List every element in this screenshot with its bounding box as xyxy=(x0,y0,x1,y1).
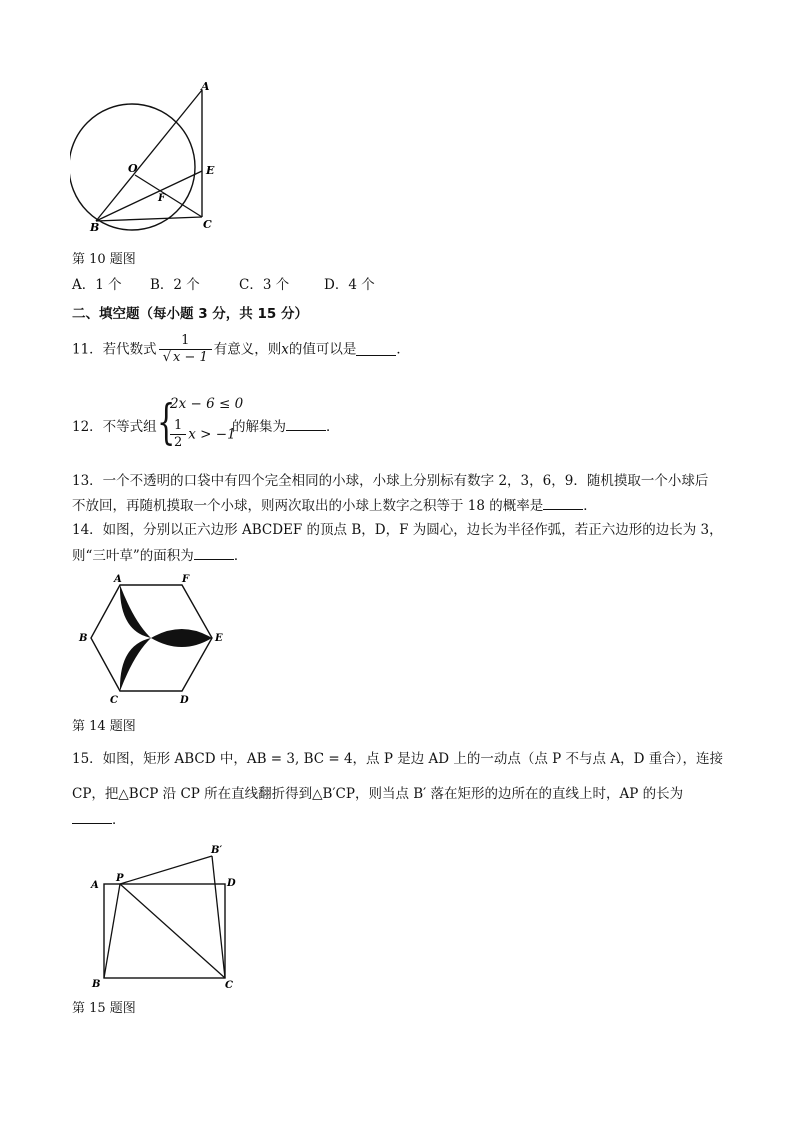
segment-pc xyxy=(120,884,225,978)
q12-line1: 2x − 6 ≤ 0 xyxy=(170,396,244,412)
segment-b-prime-c xyxy=(212,856,225,978)
q15-line2: CP，把△BCP 沿 CP 所在直线翻折得到△B′CP，则当点 B′ 落在矩形的边所在的直线上时，AP 的长为 xyxy=(72,786,684,802)
q13-line2: 不放回，再随机摸取一个小球，则两次取出的小球上数字之积等于 18 的概率是 xyxy=(72,498,544,514)
label-f: F xyxy=(158,193,166,204)
q12-half xyxy=(170,418,186,451)
label-a: A xyxy=(201,80,210,93)
figure-14 xyxy=(72,568,232,710)
q12-suffix: 的解集为 xyxy=(232,419,286,435)
leaf-c xyxy=(120,638,151,691)
segment-ba xyxy=(96,90,202,221)
caption-fig15: 第 15 题图 xyxy=(72,1001,136,1016)
q10-option-a: A．1 个 xyxy=(72,277,122,293)
q14-line2-group xyxy=(72,547,247,565)
label-a: A xyxy=(114,574,122,585)
q10-option-c: C．3 个 xyxy=(239,277,290,293)
segment-pb xyxy=(104,884,120,978)
label-e: E xyxy=(215,633,223,644)
q12-prefix: 12．不等式组 xyxy=(72,419,157,435)
caption-fig14: 第 14 题图 xyxy=(72,719,136,734)
q15-line1: 15．如图，矩形 ABCD 中，AB = 3, BC = 4，点 P 是边 AD 上的一动点（点 P 不与点 A，D 重合），连接 xyxy=(72,751,723,767)
q14-line2: 则“三叶草”的面积为 xyxy=(72,548,194,564)
caption-fig10: 第 10 题图 xyxy=(72,252,136,267)
label-c: C xyxy=(110,695,118,706)
q12-half-num: 1 xyxy=(174,418,183,433)
q13-answer-blank xyxy=(543,497,583,510)
q11-radicand: x − 1 xyxy=(172,350,208,365)
question-11 xyxy=(72,333,410,373)
q12-answer-blank xyxy=(286,418,326,431)
label-b: B xyxy=(79,633,88,644)
q10-option-d: D．4 个 xyxy=(324,277,375,293)
q11-numerator: 1 xyxy=(181,333,190,348)
label-c: C xyxy=(225,980,233,991)
q15-line3-group xyxy=(72,811,126,829)
segment-be xyxy=(96,171,202,221)
q11-answer-blank xyxy=(356,343,396,356)
q11-denominator xyxy=(159,349,212,366)
figure-15 xyxy=(85,840,245,992)
sqrt-sign: √ xyxy=(162,350,171,365)
label-f: F xyxy=(182,574,190,585)
q12-suffix-group xyxy=(232,418,340,436)
q12-half-den: 2 xyxy=(170,434,186,451)
label-d: D xyxy=(180,695,189,706)
section-2-title: 二、填空题（每小题 3 分，共 15 分） xyxy=(72,306,308,322)
segment-bc xyxy=(96,217,202,221)
label-e: E xyxy=(206,164,215,177)
label-c: C xyxy=(203,218,212,231)
q11-var: x xyxy=(281,341,289,358)
q11-prefix: 11．若代数式 xyxy=(72,341,157,358)
q14-end: ． xyxy=(233,548,248,564)
label-a: A xyxy=(91,880,99,891)
q11-end: ． xyxy=(396,341,410,358)
label-d: D xyxy=(227,878,236,889)
q11-fraction xyxy=(159,333,212,366)
q12-end: ． xyxy=(326,419,340,435)
q12-line2-rest: x > −1 xyxy=(188,426,236,443)
label-b-prime: B′ xyxy=(211,845,223,856)
q11-suffix-a: 有意义，则 xyxy=(213,341,282,358)
q15-answer-blank xyxy=(72,811,112,824)
segment-pb-prime xyxy=(120,856,212,884)
leaf-e xyxy=(151,629,212,647)
q12-brace: { xyxy=(157,394,176,450)
q11-suffix-b: 的值可以是 xyxy=(288,341,357,358)
segment-oc xyxy=(135,175,202,217)
q13-line2-group xyxy=(72,497,597,515)
figure-10 xyxy=(70,76,220,236)
leaf-a xyxy=(120,585,151,638)
q13-line1: 13．一个不透明的口袋中有四个完全相同的小球，小球上分别标有数字 2，3，6，9．随机摸取一个小球后 xyxy=(72,473,709,489)
q10-option-b: B．2 个 xyxy=(150,277,200,293)
label-b: B xyxy=(90,221,100,234)
q13-end: ． xyxy=(583,498,597,514)
label-o: O xyxy=(128,162,138,175)
rectangle-abcd xyxy=(104,884,225,978)
label-p: P xyxy=(116,873,124,884)
q12-line2 xyxy=(168,418,236,458)
q14-line1: 14．如图，分别以正六边形 ABCDEF 的顶点 B，D，F 为圆心，边长为半径作弧，若正六边形的边长为 3， xyxy=(72,522,723,538)
q15-end: ． xyxy=(112,812,126,828)
label-b: B xyxy=(92,979,101,990)
q14-answer-blank xyxy=(194,547,234,560)
